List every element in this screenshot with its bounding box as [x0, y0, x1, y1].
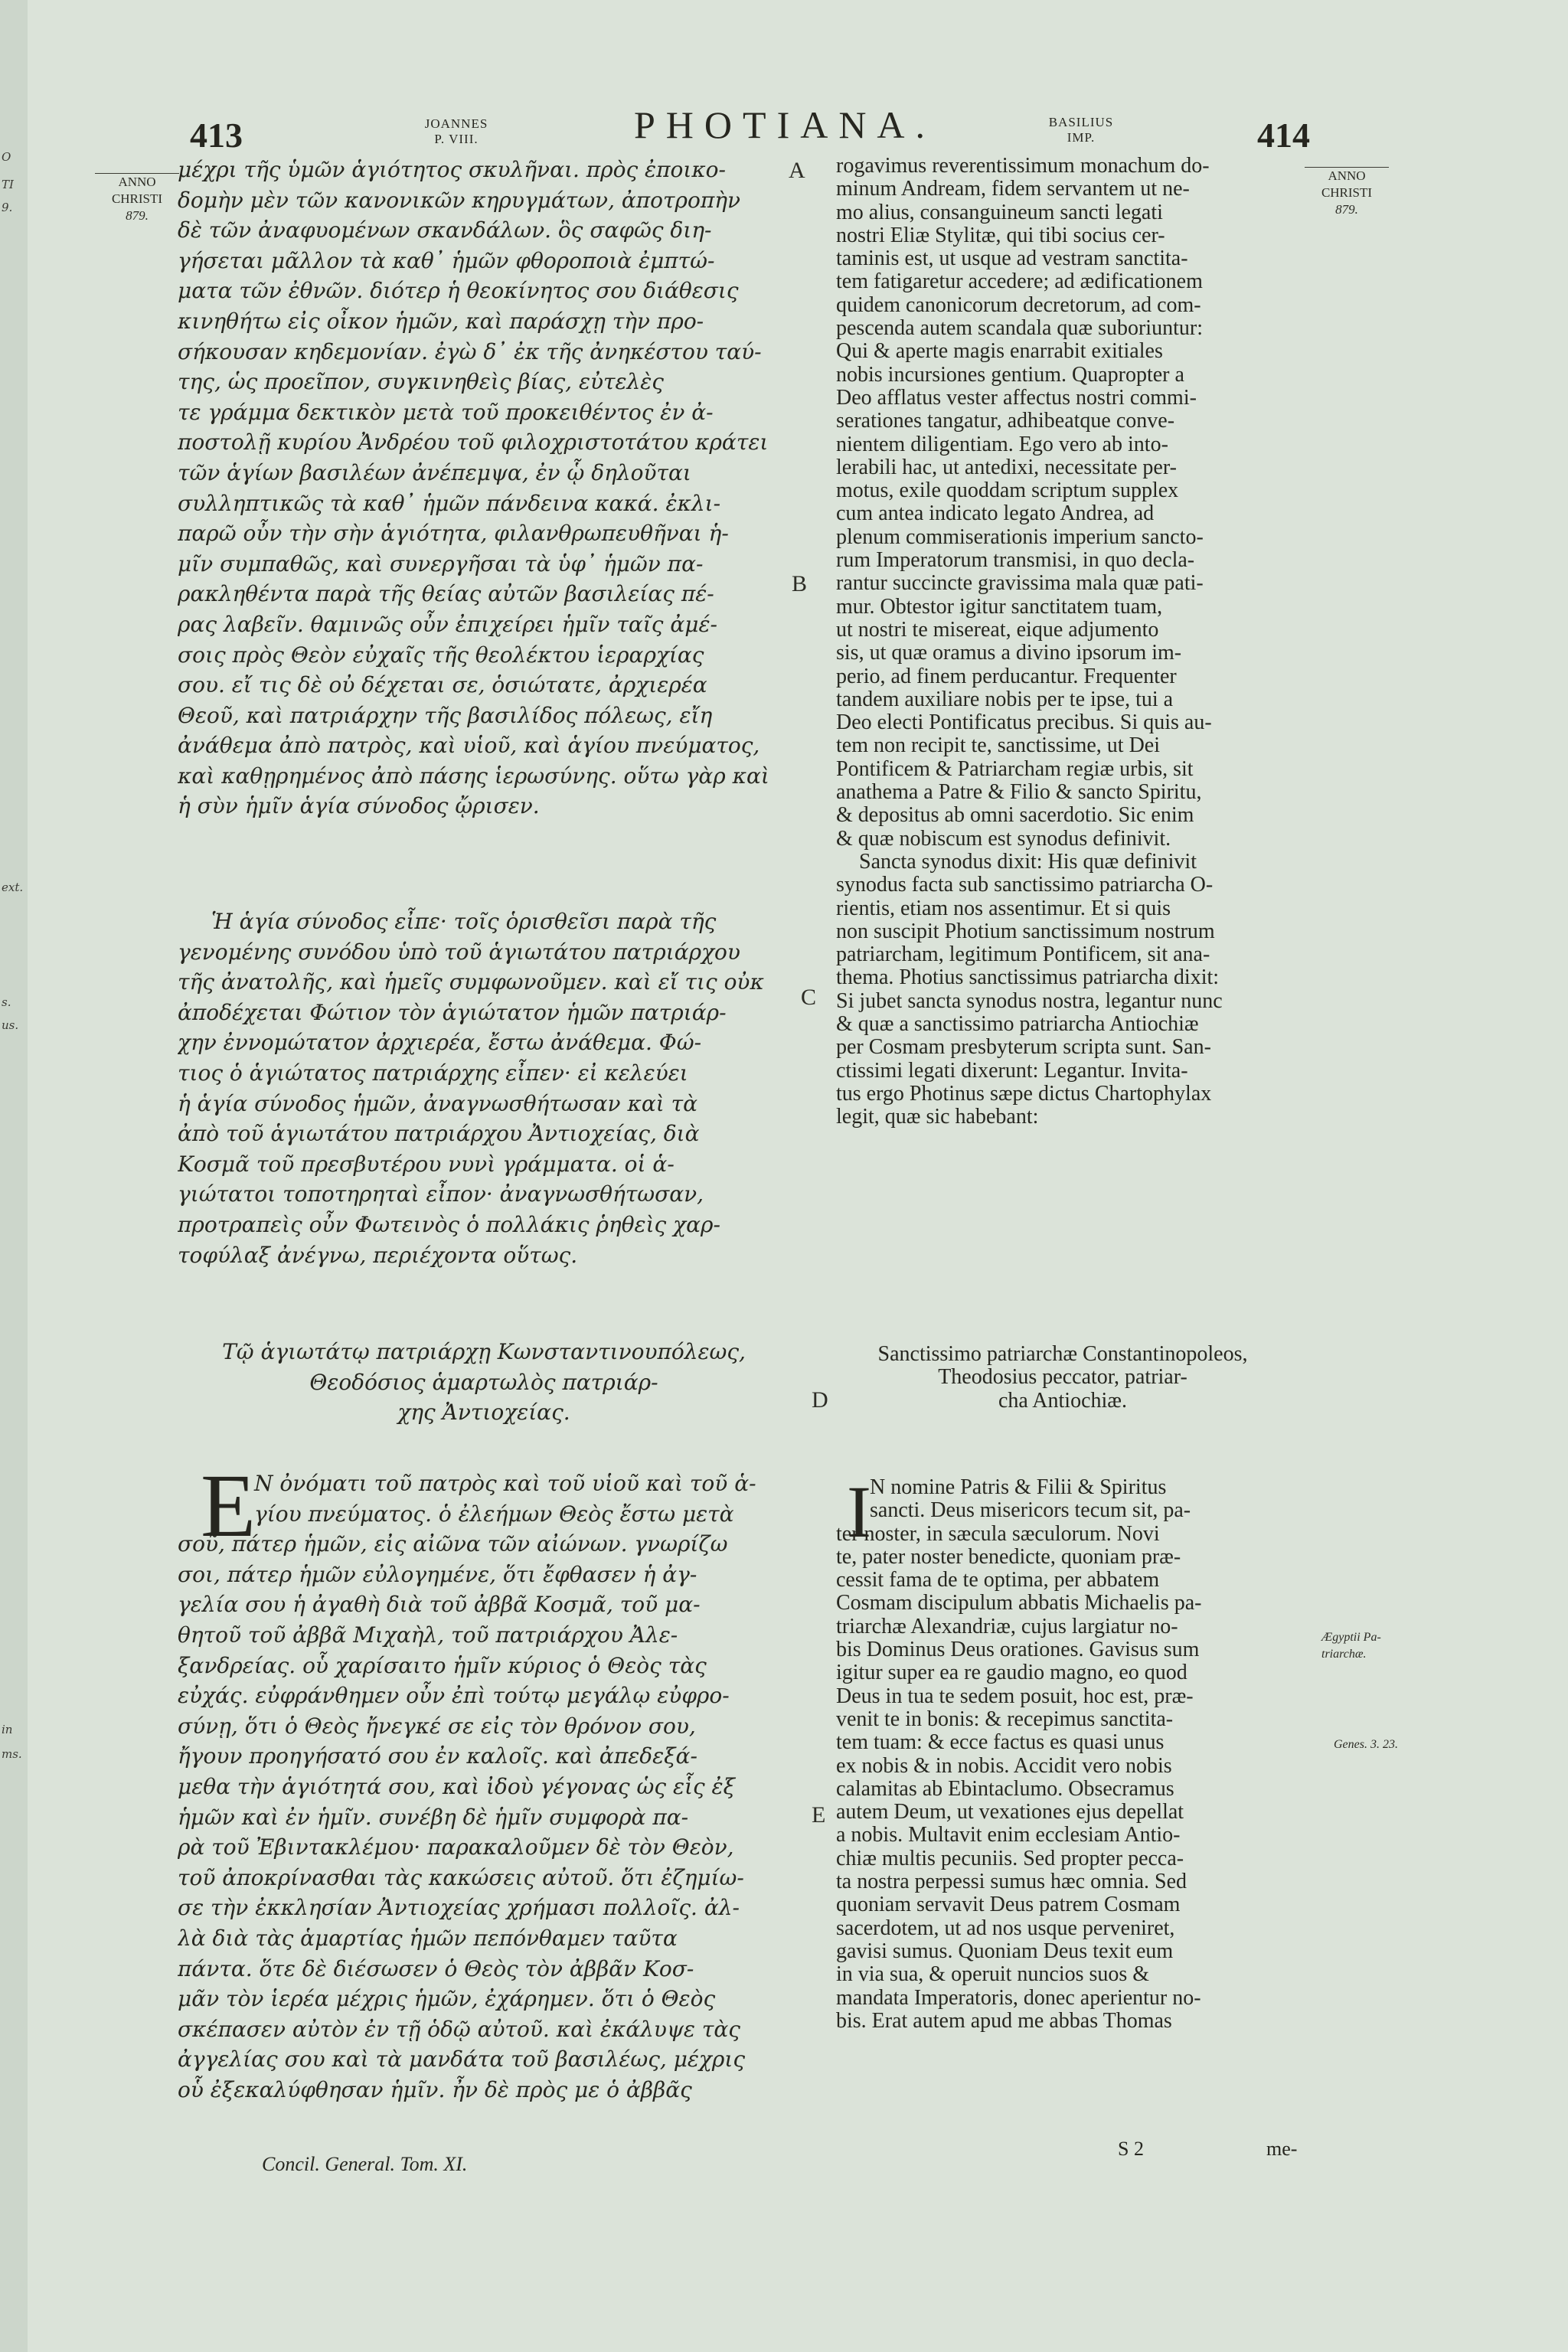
text-line: τοφύλαξ ἀνέγνω, περιέχοντα οὕτως. — [178, 1242, 578, 1268]
text-line: tus ergo Photinus sæpe dictus Chartophylax — [836, 1082, 1212, 1106]
text-line: παρῶ οὖν τὴν σὴν ἁγιότητα, φιλανθρωπευθῆναι ἡ- — [178, 521, 729, 547]
text-line: δὲ τῶν ἀναφυομένων σκανδάλων. ὃς σαφῶς διη- — [178, 217, 712, 243]
text-line: ἡμῶν καὶ ἐν ἡμῖν. συνέβη δὲ ἡμῖν συμφορὰ πα- — [178, 1804, 689, 1830]
text-line: non suscipit Photium sanctissimum nostrum — [836, 920, 1215, 943]
text-line: ἡ σὺν ἡμῖν ἁγία σύνοδος ᾤρισεν. — [178, 793, 540, 819]
section-letter-e: E — [812, 1802, 826, 1828]
text-line: ρὰ τοῦ Ἐβιντακλέμου· παρακαλοῦμεν δὲ τὸν Θεὸν, — [178, 1834, 734, 1860]
text-line: θητοῦ τοῦ ἀββᾶ Μιχαὴλ, τοῦ πατριάρχου Ἀλε- — [178, 1622, 678, 1648]
text-line: μέχρι τῆς ὑμῶν ἁγιότητος σκυλῆναι. πρὸς ἐποικο- — [178, 157, 726, 182]
prev-page-fragment: s. — [2, 995, 11, 1009]
text-line: ἀποδέχεται Φώτιον τὸν ἁγιώτατον ἡμῶν πατριάρ- — [178, 999, 727, 1025]
anno-line: CHRISTI — [1321, 185, 1373, 200]
text-line: quidem canonicorum decretorum, ad com- — [836, 293, 1201, 317]
text-line: λὰ διὰ τὰς ἁμαρτίας ἡμῶν πεπόνθαμεν ταῦτα — [178, 1925, 678, 1951]
text-line: mur. Obtestor igitur sanctitatem tuam, — [836, 595, 1163, 619]
text-line: ut nostri te misereat, eique adjumento — [836, 618, 1159, 642]
text-line: Deus in tua te sedem posuit, hoc est, præ- — [836, 1684, 1194, 1708]
prev-page-fragment: ext. — [2, 880, 24, 894]
text-line: τιος ὁ ἁγιώτατος πατριάρχης εἶπεν· εἰ κελεύει — [178, 1060, 688, 1086]
heading-line: Τῷ ἁγιωτάτῳ πατριάρχῃ Κωνσταντινουπόλεως, — [222, 1339, 746, 1364]
text-line: triarchæ Alexandriæ, cujus largiatur no- — [836, 1615, 1178, 1638]
text-line: a nobis. Multavit enim ecclesiam Antio- — [836, 1824, 1181, 1847]
greek-paragraph-3 — [178, 1468, 790, 2105]
text-line: plenum commiserationis imperium sancto- — [836, 525, 1204, 549]
marginal-note-genesis: Genes. 3. 23. — [1334, 1738, 1398, 1751]
left-page-number: 413 — [190, 116, 243, 155]
running-head-line: P. VIII. — [434, 132, 479, 146]
anno-christi-left — [95, 173, 179, 224]
heading-line: Sanctissimo patriarchæ Constantinopoleos, — [877, 1343, 1248, 1366]
left-running-head — [410, 116, 502, 147]
text-line: σοῦ, πάτερ ἡμῶν, εἰς αἰῶνα τῶν αἰώνων. γνωρίζω — [178, 1531, 728, 1557]
text-line: N nomine Patris & Filii & Spiritus — [870, 1476, 1167, 1499]
text-line: σε τὴν ἐκκλησίαν Ἀντιοχείας χρήμασι πολλοῖς. ἀλ- — [178, 1895, 740, 1921]
text-line: minum Andream, fidem servantem ut ne- — [836, 178, 1190, 201]
text-line: τε γράμμα δεκτικὸν μετὰ τοῦ προκειθέντος ἐν ἀ- — [178, 399, 714, 425]
text-line: in via sua, & operuit nuncios suos & — [836, 1963, 1150, 1987]
text-line: ποστολῇ κυρίου Ἀνδρέου τοῦ φιλοχριστοτάτου κράτει — [178, 430, 769, 456]
latin-initial-letter: I — [847, 1471, 871, 1553]
right-page-number: 414 — [1257, 116, 1310, 155]
text-line: calamitas ab Ebintaclumo. Obsecramus — [836, 1777, 1174, 1801]
text-line: autem Deum, ut vexationes ejus depellat — [836, 1801, 1184, 1824]
prev-page-fragment: ms. — [2, 1747, 22, 1761]
anno-line: 879. — [1335, 202, 1358, 217]
text-line: tandem auxiliare nobis per te ipse, tui a — [836, 688, 1174, 711]
text-line: synodus facta sub sanctissimo patriarcha O- — [836, 874, 1214, 897]
text-line: δομὴν μὲν τῶν κανονικῶν κηρυγμάτων, ἀποτροπὴν — [178, 187, 741, 213]
marginal-note-line: triarchæ. — [1321, 1648, 1367, 1661]
text-line: Sancta synodus dixit: His quæ definivit — [859, 850, 1197, 874]
latin-letter-heading — [836, 1343, 1289, 1413]
section-letter-a: A — [789, 158, 805, 183]
signature-mark: S 2 — [1118, 2138, 1144, 2160]
text-line: μᾶν τὸν ἱερέα μέχρις ἡμῶν, ἐχάρημεν. ὅτι ὁ Θεὸς — [178, 1986, 716, 2012]
text-line: ξανδρείας. οὗ χαρίσαιτο ἡμῖν κύριος ὁ Θεὸς τὰς — [178, 1652, 707, 1678]
prev-page-fragment: TI — [2, 178, 14, 191]
text-line: Θεοῦ, καὶ πατριάρχην τῆς βασιλίδος πόλεως, εἴη — [178, 702, 713, 728]
greek-letter-heading — [178, 1337, 790, 1428]
text-line: nostri Eliæ Stylitæ, qui tibi socius cer- — [836, 224, 1165, 247]
text-line: tem tuam: & ecce factus es quasi unus — [836, 1731, 1165, 1755]
text-line: τοῦ ἀποκρίνασθαι τὰς κακώσεις αὐτοῦ. ὅτι ἐζημίω- — [178, 1864, 744, 1890]
prev-page-fragment: O — [2, 150, 11, 164]
text-line: προτραπεὶς οὖν Φωτεινὸς ὁ πολλάκις ῥηθεὶς χαρ- — [178, 1211, 720, 1237]
text-line: Pontificem & Patriarcham regiæ urbis, sit — [836, 757, 1194, 781]
text-line: taminis est, ut usque ad vestram sanctita- — [836, 247, 1188, 271]
text-line: ctissimi legati dixerunt: Legantur. Invita- — [836, 1059, 1188, 1083]
text-line: Deo electi Pontificatus precibus. Si quis au- — [836, 711, 1212, 735]
text-line: ta nostra perpessi sumus hæc omnia. Sed — [836, 1870, 1187, 1894]
text-line: tem fatigaretur accedere; ad ædificationem — [836, 270, 1203, 294]
prev-page-fragment: 9. — [2, 201, 13, 214]
marginal-note-aegypt — [1321, 1629, 1436, 1663]
text-line: Κοσμᾶ τοῦ πρεσβυτέρου νυνὶ γράμματα. οἱ ἁ- — [178, 1151, 675, 1177]
text-line: Ἡ ἁγία σύνοδος εἶπε· τοῖς ὁρισθεῖσι παρὰ τῆς — [211, 909, 717, 934]
text-line: cessit fama de te optima, per abbatem — [836, 1569, 1160, 1592]
right-running-head — [1035, 115, 1127, 145]
text-line: anathema a Patre & Filio & sancto Spiritu, — [836, 781, 1202, 805]
text-line: nobis incursiones gentium. Quapropter a — [836, 363, 1184, 387]
text-line: sacerdotem, ut ad nos usque perveniret, — [836, 1916, 1175, 1940]
latin-paragraph-2 — [836, 1476, 1289, 2033]
marginal-note-line: Ægyptii Pa- — [1321, 1631, 1381, 1644]
text-line: μεθα τὴν ἁγιότητά σου, καὶ ἰδοὺ γέγονας ὡς εἷς ἐξ — [178, 1773, 735, 1799]
text-line: πάντα. ὅτε δὲ διέσωσεν ὁ Θεὸς τὸν ἀββᾶν Κοσ- — [178, 1955, 694, 1981]
text-line: ἡ ἁγία σύνοδος ἡμῶν, ἀναγνωσθήτωσαν καὶ τὰ — [178, 1090, 698, 1116]
text-line: serationes tangatur, adhibeatque conve- — [836, 410, 1175, 433]
heading-line: cha Antiochiæ. — [998, 1389, 1127, 1413]
text-line: ἀγγελίας σου καὶ τὰ μανδάτα τοῦ βασιλέως, μέχρις — [178, 2047, 746, 2073]
text-line: lerabili hac, ut antedixi, necessitate per- — [836, 456, 1177, 479]
page-title: PHOTIANA. — [634, 103, 936, 146]
text-line: γελία σου ἡ ἀγαθὴ διὰ τοῦ ἀββᾶ Κοσμᾶ, τοῦ μα- — [178, 1592, 701, 1618]
catchword: me- — [1266, 2138, 1298, 2160]
text-line: & depositus ab omni sacerdotio. Sic enim — [836, 804, 1194, 828]
greek-paragraph-2 — [178, 906, 790, 1270]
text-line: σκέπασεν αὐτὸν ἐν τῇ ὁδῷ αὐτοῦ. καὶ ἐκάλυψε τὰς — [178, 2016, 740, 2042]
text-line: γενομένης συνόδου ὑπὸ τοῦ ἁγιωτάτου πατριάρχου — [178, 939, 740, 965]
text-line: τῆς ἀνατολῆς, καὶ ἡμεῖς συμφωνοῦμεν. καὶ εἴ τις οὐκ — [178, 969, 764, 995]
text-line: rogavimus reverentissimum monachum do- — [836, 155, 1210, 178]
text-line: γιώτατοι τοποτηρηταὶ εἶπον· ἀναγνωσθήτωσαν, — [178, 1181, 704, 1207]
text-line: οὗ ἐξεκαλύφθησαν ἡμῖν. ἦν δὲ πρὸς με ὁ ἀββᾶς — [178, 2076, 692, 2102]
text-line: ἤγουν προηγήσατό σου ἐν καλοῖς. καὶ ἀπεδεξά- — [178, 1743, 697, 1769]
text-line: rantur succincte gravissima mala quæ pati- — [836, 572, 1204, 596]
text-line: rum Imperatorum transmisi, in quo decla- — [836, 549, 1195, 573]
text-line: Qui & aperte magis enarrabit exitiales — [836, 340, 1163, 364]
text-line: nientem diligentiam. Ego vero ab into- — [836, 433, 1168, 456]
text-line: ματα τῶν ἐθνῶν. διότερ ἡ θεοκίνητος σου διάθεσις — [178, 278, 739, 304]
text-line: κινηθήτω εἰς οἶκον ἡμῶν, καὶ παράσχῃ τὴν προ- — [178, 308, 704, 334]
text-line: tem non recipit te, sanctissime, ut Dei — [836, 734, 1161, 758]
text-line: χην ἐννομώτατον ἀρχιερέα, ἔστω ἀνάθεμα. Φώ- — [178, 1030, 702, 1056]
text-line: σήκουσαν κηδεμονίαν. ἐγὼ δ᾿ ἐκ τῆς ἀνηκέστου ταύ- — [178, 338, 762, 364]
text-line: motus, exile quoddam scriptum supplex — [836, 479, 1179, 503]
prev-page-fragment: us. — [2, 1018, 19, 1032]
running-head-line: BASILIUS — [1048, 115, 1114, 129]
text-line: Si jubet sancta synodus nostra, legantur nunc — [836, 989, 1223, 1013]
text-line: της, ὡς προεῖπον, συγκινηθεὶς βίας, εὐτελὲς — [178, 369, 664, 395]
running-head-line: JOANNES — [424, 116, 488, 131]
greek-paragraph-1 — [178, 155, 790, 822]
text-line: bis. Erat autem apud me abbas Thomas — [836, 2009, 1172, 2033]
previous-page-edge — [0, 0, 29, 2352]
heading-line: Theodosius peccator, patriar- — [938, 1366, 1187, 1390]
text-line: quoniam servavit Deus patrem Cosmam — [836, 1893, 1181, 1917]
text-line: patriarcham, legitimum Pontificem, sit ana- — [836, 943, 1210, 967]
text-line: γίου πνεύματος. ὁ ἐλεήμων Θεὸς ἔστω μετὰ — [254, 1501, 734, 1527]
text-line: σύνῃ, ὅτι ὁ Θεὸς ἤνεγκέ σε εἰς τὸν θρόνον σου, — [178, 1713, 696, 1739]
text-line: Cosmam discipulum abbatis Michaelis pa- — [836, 1592, 1202, 1615]
text-line: legit, quæ sic habebant: — [836, 1106, 1039, 1129]
anno-line: 879. — [126, 208, 149, 223]
volume-footer: Concil. General. Tom. XI. — [262, 2153, 468, 2175]
text-line: ρακληθέντα παρὰ τῆς θείας αὐτῶν βασιλείας πέ- — [178, 581, 714, 607]
text-line: cum antea indicato legato Andrea, ad — [836, 502, 1155, 526]
text-line: igitur super ea re gaudio magno, eo quod — [836, 1661, 1187, 1685]
text-line: chiæ multis pecuniis. Sed propter pecca- — [836, 1847, 1184, 1870]
section-letter-b: B — [792, 571, 808, 596]
greek-initial-letter: E — [201, 1455, 256, 1556]
text-line: σου. εἴ τις δὲ οὐ δέχεται σε, ὁσιώτατε, ἀρχιερέα — [178, 672, 707, 698]
text-line: συλληπτικῶς τὰ καθ᾿ ἡμῶν πάνδεινα κακά. ἐκλι- — [178, 490, 721, 516]
text-line: & quæ nobiscum est synodus definivit. — [836, 827, 1171, 851]
text-line: pescenda autem scandala quæ suboriuntur: — [836, 317, 1203, 341]
section-letter-c: C — [801, 985, 817, 1010]
latin-paragraph-1 — [836, 155, 1289, 1129]
page — [28, 0, 1568, 2352]
text-line: sancti. Deus misericors tecum sit, pa- — [870, 1499, 1191, 1523]
text-line: venit te in bonis: & recepimus sanctita- — [836, 1707, 1174, 1731]
anno-line: ANNO — [95, 173, 179, 191]
text-line: perio, ad finem perducantur. Frequenter — [836, 665, 1177, 688]
text-line: thema. Photius sanctissimus patriarcha dixit: — [836, 966, 1220, 990]
text-line: γήσεται μᾶλλον τὰ καθ᾿ ἡμῶν φθοροποιὰ ἐμπτώ- — [178, 247, 715, 273]
text-line: σοι, πάτερ ἡμῶν εὐλογημένε, ὅτι ἔφθασεν ἡ ἀγ- — [178, 1561, 697, 1587]
heading-line: Θεοδόσιος ἁμαρτωλὸς πατριάρ- — [309, 1369, 658, 1395]
running-head-line: IMP. — [1067, 130, 1096, 145]
text-line: & quæ a sanctissimo patriarcha Antiochiæ — [836, 1012, 1199, 1036]
text-line: μῖν συμπαθῶς, καὶ συνεργῆσαι τὰ ὑφ᾿ ἡμῶν πα- — [178, 550, 704, 577]
text-line: bis Dominus Deus orationes. Gavisus sum — [836, 1638, 1200, 1662]
text-line: εὐχάς. εὐφράνθημεν οὖν ἐπὶ τούτῳ μεγάλῳ εὐφρο- — [178, 1683, 730, 1709]
anno-christi-right — [1305, 167, 1389, 218]
text-line: N ὀνόματι τοῦ πατρὸς καὶ τοῦ υἱοῦ καὶ τοῦ ἁ- — [254, 1471, 756, 1496]
text-line: ἀνάθεμα ἀπὸ πατρὸς, καὶ υἱοῦ, καὶ ἁγίου πνεύματος, — [178, 733, 760, 759]
text-line: ρας λαβεῖν. θαμινῶς οὖν ἐπιχείρει ἡμῖν ταῖς ἀμέ- — [178, 611, 717, 637]
text-line: per Cosmam presbyterum scripta sunt. San- — [836, 1036, 1211, 1060]
text-line: ἀπὸ τοῦ ἁγιωτάτου πατριάρχου Ἀντιοχείας, διὰ — [178, 1121, 700, 1147]
anno-line: ANNO — [1305, 167, 1389, 185]
text-line: σοις πρὸς Θεὸν εὐχαῖς τῆς θεολέκτου ἱεραρχίας — [178, 642, 704, 668]
text-line: τῶν ἁγίων βασιλέων ἀνέπεμψα, ἐν ᾧ δηλοῦται — [178, 459, 691, 485]
section-letter-d: D — [812, 1387, 828, 1413]
text-line: Deo afflatus vester affectus nostri commi- — [836, 386, 1197, 410]
text-line: καὶ καθῃρημένος ἀπὸ πάσης ἱερωσύνης. οὕτω γὰρ καὶ — [178, 763, 769, 789]
text-line: te, pater noster benedicte, quoniam præ- — [836, 1545, 1181, 1569]
text-line: rientis, etiam nos assentimur. Et si quis — [836, 897, 1171, 920]
text-line: mandata Imperatoris, donec aperientur no- — [836, 1986, 1201, 2010]
text-line: ter noster, in sæcula sæculorum. Novi — [836, 1522, 1160, 1546]
anno-line: CHRISTI — [111, 191, 163, 206]
text-line: sis, ut quæ oramus a divino ipsorum im- — [836, 642, 1182, 665]
text-line: ex nobis & in nobis. Accidit vero nobis — [836, 1754, 1172, 1778]
text-line: gavisi sumus. Quoniam Deus texit eum — [836, 1939, 1174, 1963]
heading-line: χης Ἀντιοχείας. — [397, 1400, 570, 1426]
text-line: mo alius, consanguineum sancti legati — [836, 201, 1163, 224]
prev-page-fragment: in — [2, 1723, 13, 1736]
